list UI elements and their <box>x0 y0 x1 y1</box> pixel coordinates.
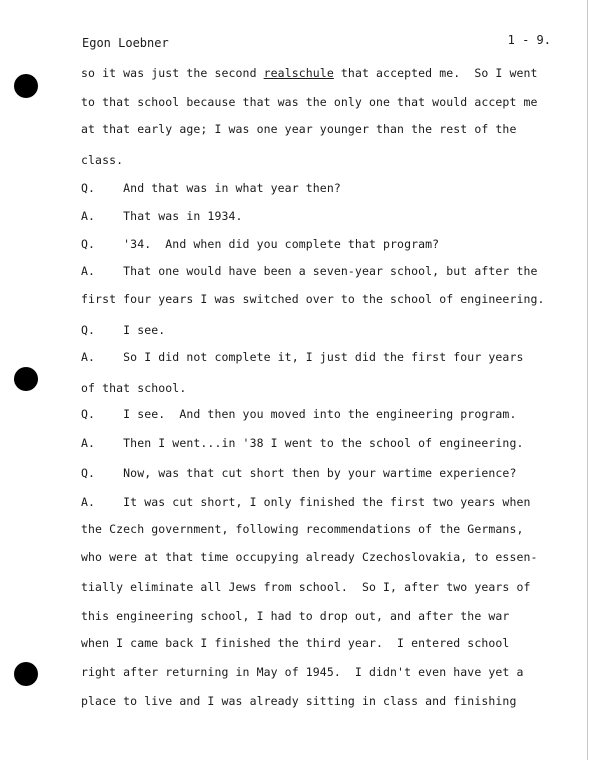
text-line: to that school because that was the only one that would accept me <box>81 95 538 109</box>
text-line: Q. I see. <box>81 323 166 337</box>
text-line: A. It was cut short, I only finished the first two years when <box>81 495 531 509</box>
underlined-word: realschule <box>263 66 334 80</box>
text-line: at that early age; I was one year younger than the rest of the <box>81 122 517 136</box>
text-line: A. Then I went...in '38 I went to the school of engineering. <box>81 436 524 450</box>
binder-hole-bottom <box>14 662 38 686</box>
text-line: A. That one would have been a seven-year school, but after the <box>81 264 538 278</box>
text-line: tially eliminate all Jews from school. So I, after two years of <box>81 580 531 594</box>
text-line: first four years I was switched over to the school of engineering. <box>81 292 545 306</box>
text-line: right after returning in May of 1945. I didn't even have yet a <box>81 665 524 679</box>
binder-hole-top <box>14 74 38 98</box>
binder-hole-middle <box>14 367 38 391</box>
text-line: class. <box>81 153 124 167</box>
text-line: A. That was in 1934. <box>81 209 243 223</box>
text-line: when I came back I finished the third year. I entered school <box>81 636 510 650</box>
text-line: A. So I did not complete it, I just did the first four years <box>81 350 524 364</box>
text-line: who were at that time occupying already Czechoslovakia, to essen- <box>81 550 538 564</box>
text-line: Q. '34. And when did you complete that program? <box>81 237 440 251</box>
page-edge-line <box>587 0 588 760</box>
text-line: this engineering school, I had to drop out, and after the war <box>81 609 510 623</box>
text-line: Q. Now, was that cut short then by your wartime experience? <box>81 466 517 480</box>
text-line: of that school. <box>81 381 187 395</box>
page-number: 1 - 9. <box>507 33 551 47</box>
text-line: Q. I see. And then you moved into the engineering program. <box>81 407 517 421</box>
text-line: so it was just the second realschule that accepted me. So I went <box>81 66 538 80</box>
text-line: place to live and I was already sitting in class and finishing <box>81 694 517 708</box>
text-line: the Czech government, following recommendations of the Germans, <box>81 522 524 536</box>
text-line: Q. And that was in what year then? <box>81 181 341 195</box>
interviewee-name: Egon Loebner <box>82 36 169 50</box>
